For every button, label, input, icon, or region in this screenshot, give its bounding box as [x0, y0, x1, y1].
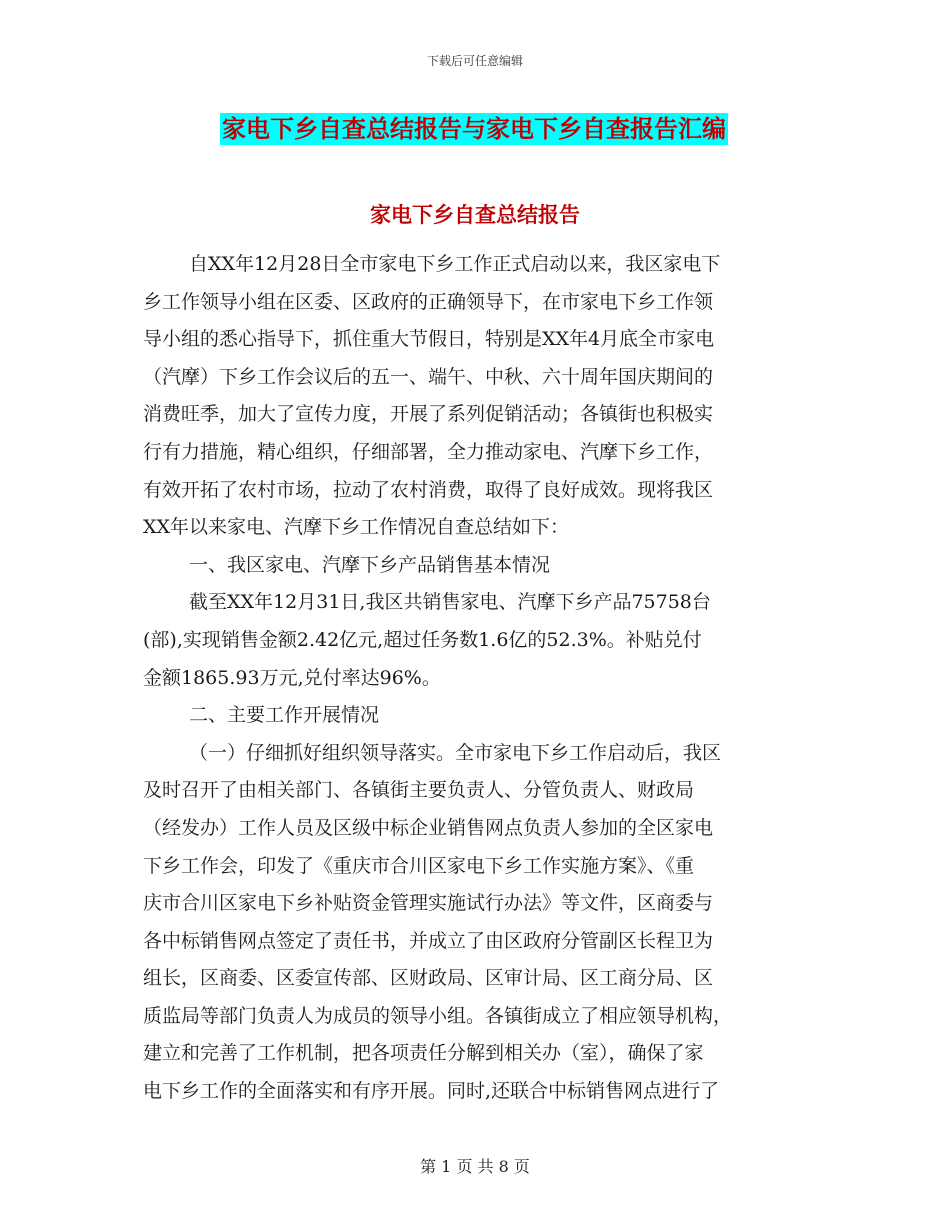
body-line: 下乡工作会，印发了《重庆市合川区家电下乡工作实施方案》、《重 [143, 854, 695, 877]
body-text [143, 246, 798, 1111]
body-line: (部),实现销售金额2.42亿元,超过任务数1.6亿的52.3%。补贴兑付 [143, 628, 702, 651]
body-line: （经发办）工作人员及区级中标企业销售网点负责人参加的全区家电 [143, 816, 714, 839]
section-heading: 一、我区家电、汽摩下乡产品销售基本情况 [189, 553, 551, 576]
body-line: （一）仔细抓好组织领导落实。全市家电下乡工作启动后，我区 [189, 741, 722, 764]
page-footer: 第 1 页 共 8 页 [420, 1157, 530, 1176]
body-line: 及时召开了由相关部门、各镇街主要负责人、分管负责人、财政局 [143, 779, 695, 802]
body-line: 庆市合川区家电下乡补贴资金管理实施试行办法》等文件，区商委与 [143, 892, 714, 915]
body-line: 行有力措施，精心组织，仔细部署，全力推动家电、汽摩下乡工作， [143, 440, 714, 463]
body-line: 导小组的悉心指导下，抓住重大节假日，特别是XX年4月底全市家电 [143, 328, 715, 351]
section-heading: 二、主要工作开展情况 [189, 704, 380, 727]
header-note: 下载后可任意编辑 [426, 54, 523, 68]
body-line: 乡工作领导小组在区委、区政府的正确领导下，在市家电下乡工作领 [143, 290, 714, 313]
body-line: 截至XX年12月31日,我区共销售家电、汽摩下乡产品75758台 [189, 591, 711, 614]
body-line: 电下乡工作的全面落实和有序开展。同时,还联合中标销售网点进行了 [143, 1080, 720, 1103]
main-title-wrap [220, 113, 728, 145]
body-line: XX年以来家电、汽摩下乡工作情况自查总结如下： [143, 516, 570, 539]
body-line: 金额1865.93万元,兑付率达96%。 [143, 666, 441, 689]
main-title: 家电下乡自查总结报告与家电下乡自查报告汇编 [222, 114, 726, 143]
body-line: 质监局等部门负责人为成员的领导小组。各镇街成立了相应领导机构， [143, 1004, 733, 1027]
body-line: 组长，区商委、区委宣传部、区财政局、区审计局、区工商分局、区 [143, 967, 714, 990]
body-line: 消费旺季，加大了宣传力度，开展了系列促销活动；各镇街也积极实 [143, 403, 714, 426]
body-line: 各中标销售网点签定了责任书，并成立了由区政府分管副区长程卫为 [143, 929, 714, 952]
body-line: 建立和完善了工作机制，把各项责任分解到相关办（室），确保了家 [143, 1042, 704, 1065]
body-line: （汽摩）下乡工作会议后的五一、端午、中秋、六十周年国庆期间的 [143, 365, 714, 388]
body-line: 有效开拓了农村市场，拉动了农村消费，取得了良好成效。现将我区 [143, 478, 714, 501]
body-line: 自XX年12月28日全市家电下乡工作正式启动以来，我区家电下 [189, 253, 721, 275]
sub-title: 家电下乡自查总结报告 [370, 202, 580, 227]
